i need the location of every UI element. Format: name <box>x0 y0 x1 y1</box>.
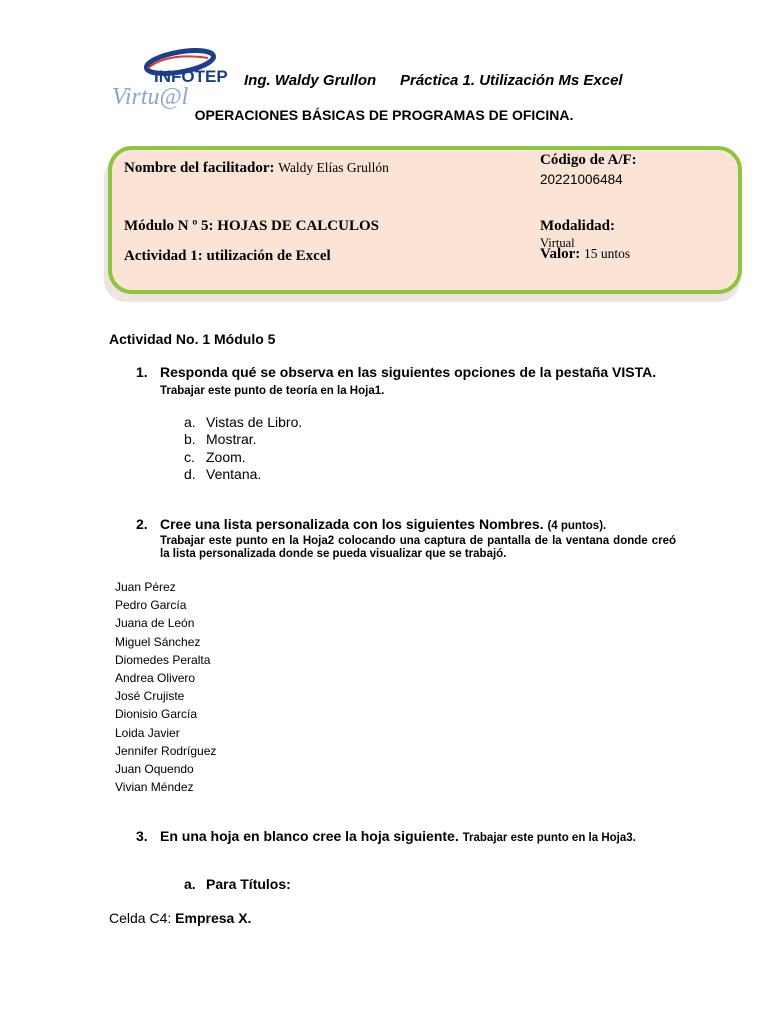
logo-text-top: INFOTEP <box>154 67 228 86</box>
list-item: Pedro García <box>115 598 187 613</box>
option-item: d. Ventana. <box>184 465 262 482</box>
option-item: a. Vistas de Libro. <box>184 414 303 430</box>
list-item: Andrea Olivero <box>115 671 196 686</box>
code-label: Código de A/F: <box>540 152 637 168</box>
question-2-text: Cree una lista personalizada con los siguientes Nombres. <box>160 516 544 532</box>
question-2-note: Trabajar este punto en la Hoja2 colocando una captura de pantalla de la ventana donde creó la lista personalizada donde se pueda visualizar que se trabajó. <box>160 535 676 560</box>
list-item: José Crujiste <box>115 689 185 704</box>
list-item: Juan Pérez <box>115 580 176 594</box>
document-title: OPERACIONES BÁSICAS DE PROGRAMAS DE OFICINA. <box>194 107 574 123</box>
cell-value: Empresa X. <box>175 910 252 926</box>
header-practice: Práctica 1. Utilización Ms Excel <box>400 72 623 89</box>
modality-label: Modalidad: <box>540 218 616 234</box>
logo-text-bottom: Virtu@l <box>112 84 189 110</box>
question-2 <box>136 516 676 561</box>
infotep-logo <box>108 48 228 110</box>
facilitator-label: Nombre del facilitador: <box>124 160 275 176</box>
list-item: Jennifer Rodríguez <box>115 743 217 758</box>
question-1-note: Trabajar este punto de teoría en la Hoja1. <box>160 385 385 397</box>
info-box <box>108 146 742 294</box>
option-item: b. Mostrar. <box>184 431 257 448</box>
value-value: 15 untos <box>584 246 631 261</box>
header-author: Ing. Waldy Grullon <box>244 72 377 89</box>
facilitator-value: Waldy Elías Grullón <box>278 160 389 175</box>
question-1-number: 1. <box>136 364 148 380</box>
activity-label: Actividad 1: utilización de Excel <box>124 248 331 264</box>
option-item: c. Zoom. <box>184 448 246 465</box>
modality-value: Virtual <box>540 236 575 250</box>
names-list <box>115 578 216 796</box>
question-3-note: Trabajar este punto en la Hoja3. <box>462 832 636 844</box>
cell-label: Celda C4: <box>109 910 172 926</box>
list-item: Juana de León <box>115 616 195 631</box>
code-value: 20221006484 <box>540 172 623 187</box>
list-item: Vivian Méndez <box>115 780 194 795</box>
value-row <box>540 246 630 263</box>
question-1-options <box>184 414 302 483</box>
module-label: Módulo N º 5: HOJAS DE CALCULOS <box>124 218 379 234</box>
question-1-text: Responda qué se observa en las siguientes opciones de la pestaña VISTA. <box>160 364 657 380</box>
question-2-points: (4 puntos). <box>547 520 607 532</box>
question-3 <box>136 828 656 847</box>
list-item: Juan Oquendo <box>115 762 194 777</box>
list-item: Loida Javier <box>115 725 180 740</box>
list-item: Dionisio García <box>115 707 198 722</box>
cell-c4-line <box>109 910 251 926</box>
question-3-sub-a: a. Para Títulos: <box>184 876 291 892</box>
value-label: Valor: <box>540 246 581 262</box>
facilitator-row <box>124 160 389 177</box>
list-item: Miguel Sánchez <box>115 634 201 649</box>
list-item: Diomedes Peralta <box>115 652 211 667</box>
question-2-number: 2. <box>136 516 148 532</box>
question-3-text: En una hoja en blanco cree la hoja siguiente. <box>160 828 459 844</box>
section-title: Actividad No. 1 Módulo 5 <box>109 331 276 347</box>
question-3-number: 3. <box>136 828 148 844</box>
question-1 <box>136 364 676 400</box>
